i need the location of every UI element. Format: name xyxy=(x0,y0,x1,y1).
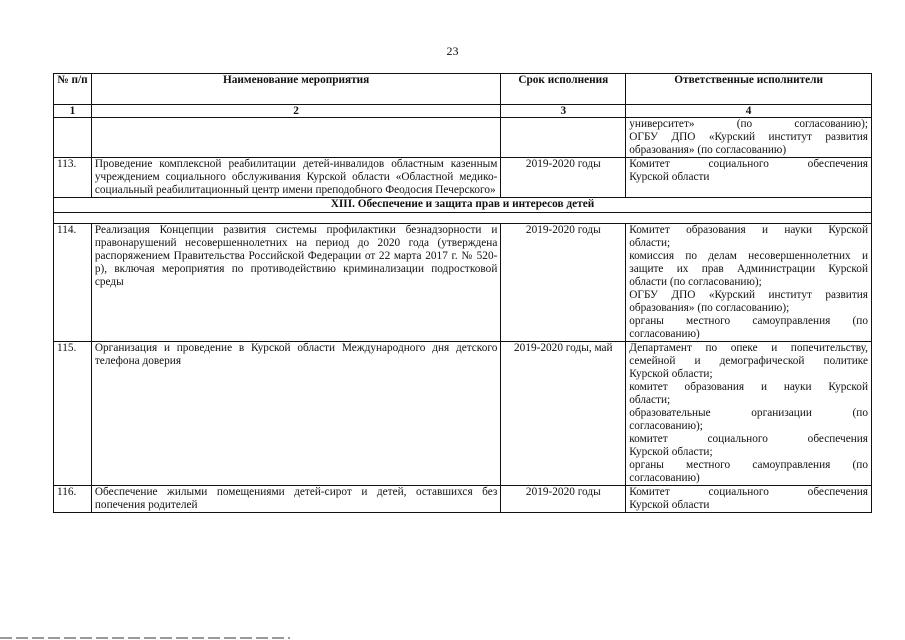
responsible-line: семейной и демографической политике xyxy=(629,355,868,367)
responsible-line: Комитет образования и науки Курской xyxy=(629,224,868,236)
cell-term: 2019-2020 годы xyxy=(501,224,626,342)
responsible-line: образования» (по согласованию) xyxy=(629,144,787,156)
cell-name: Обеспечение жилыми помещениями детей-сирот и детей, оставшихся без попечения родителей xyxy=(91,486,501,513)
responsible-line: ОГБУ ДПО «Курский институт развития xyxy=(629,131,868,143)
header-responsible: Ответственные исполнители xyxy=(626,74,872,105)
cell-name: Проведение комплексной реабилитации детей-инвалидов областным казенным учреждением социального обслуживания Курской области «Областной медико-социальный реабилитационный центр имени преподобного Феодосия Печерского» xyxy=(91,158,501,198)
table-row xyxy=(54,342,872,486)
cell-num: 113. xyxy=(54,158,92,198)
responsible-line: ОГБУ ДПО «Курский институт развития xyxy=(629,289,868,301)
responsible-line: комитет социального обеспечения xyxy=(629,433,868,445)
responsible-line: университет» (по согласованию); xyxy=(629,118,868,130)
cell-responsible xyxy=(626,224,872,342)
cell-term: 2019-2020 годы xyxy=(501,158,626,198)
header-num: № п/п xyxy=(54,74,92,105)
responsible-line: органы местного самоуправления (по xyxy=(629,459,868,471)
responsible-line: Курской области; xyxy=(629,446,713,458)
responsible-line: образовательные организации (по xyxy=(629,407,868,419)
table-row xyxy=(54,224,872,342)
responsible-line: области; xyxy=(629,237,671,249)
responsible-line: образования» (по согласованию); xyxy=(629,302,790,314)
cell-term xyxy=(501,118,626,158)
column-index: 3 xyxy=(501,105,626,118)
cell-num: 114. xyxy=(54,224,92,342)
page-number: 23 xyxy=(446,44,459,58)
cell-name: Реализация Концепции развития системы профилактики безнадзорности и правонарушений несовершеннолетних на период до 2020 года (утверждена распоряжением Правительства Российской Федерации от 22 марта 2017 г. № 520-р), включая мероприятия по противодействию криминализации подростковой среды xyxy=(91,224,501,342)
column-index: 1 xyxy=(54,105,92,118)
scan-artifact xyxy=(0,637,290,639)
spacer-cell xyxy=(54,213,872,224)
responsible-line: защите их прав Администрации Курской xyxy=(629,263,868,275)
responsible-line: Курской области; xyxy=(629,368,713,380)
responsible-line: комиссия по делам несовершеннолетних и xyxy=(629,250,868,262)
header-row xyxy=(54,74,872,105)
responsible-line: Комитет социального обеспечения xyxy=(629,158,868,170)
column-index: 2 xyxy=(91,105,501,118)
responsible-line: Курской области xyxy=(629,171,710,183)
cell-name: Организация и проведение в Курской области Международного дня детского телефона доверия xyxy=(91,342,501,486)
responsible-line: комитет образования и науки Курской xyxy=(629,381,868,393)
cell-responsible xyxy=(626,118,872,158)
activities-table xyxy=(53,73,872,513)
header-term: Срок исполнения xyxy=(501,74,626,105)
table-row-continuation xyxy=(54,118,872,158)
responsible-line: согласованию) xyxy=(629,472,700,484)
cell-responsible xyxy=(626,158,872,198)
spacer-row xyxy=(54,213,872,224)
cell-num: 115. xyxy=(54,342,92,486)
cell-num: 116. xyxy=(54,486,92,513)
table-row xyxy=(54,158,872,198)
cell-term: 2019-2020 годы, май xyxy=(501,342,626,486)
responsible-line: Курской области xyxy=(629,499,710,511)
cell-responsible xyxy=(626,342,872,486)
responsible-line: Департамент по опеке и попечительству, xyxy=(629,342,868,354)
cell-responsible xyxy=(626,486,872,513)
cell-term: 2019-2020 годы xyxy=(501,486,626,513)
section-row xyxy=(54,198,872,213)
column-index-row xyxy=(54,105,872,118)
cell-num xyxy=(54,118,92,158)
responsible-line: области (по согласованию); xyxy=(629,276,762,288)
responsible-line: области; xyxy=(629,394,671,406)
table-row xyxy=(54,486,872,513)
responsible-line: согласованию); xyxy=(629,420,703,432)
responsible-line: Комитет социального обеспечения xyxy=(629,486,868,498)
header-name: Наименование мероприятия xyxy=(91,74,501,105)
section-title: XIII. Обеспечение и защита прав и интересов детей xyxy=(54,198,872,213)
cell-name xyxy=(91,118,501,158)
column-index: 4 xyxy=(626,105,872,118)
responsible-line: согласованию) xyxy=(629,328,700,340)
responsible-line: органы местного самоуправления (по xyxy=(629,315,868,327)
